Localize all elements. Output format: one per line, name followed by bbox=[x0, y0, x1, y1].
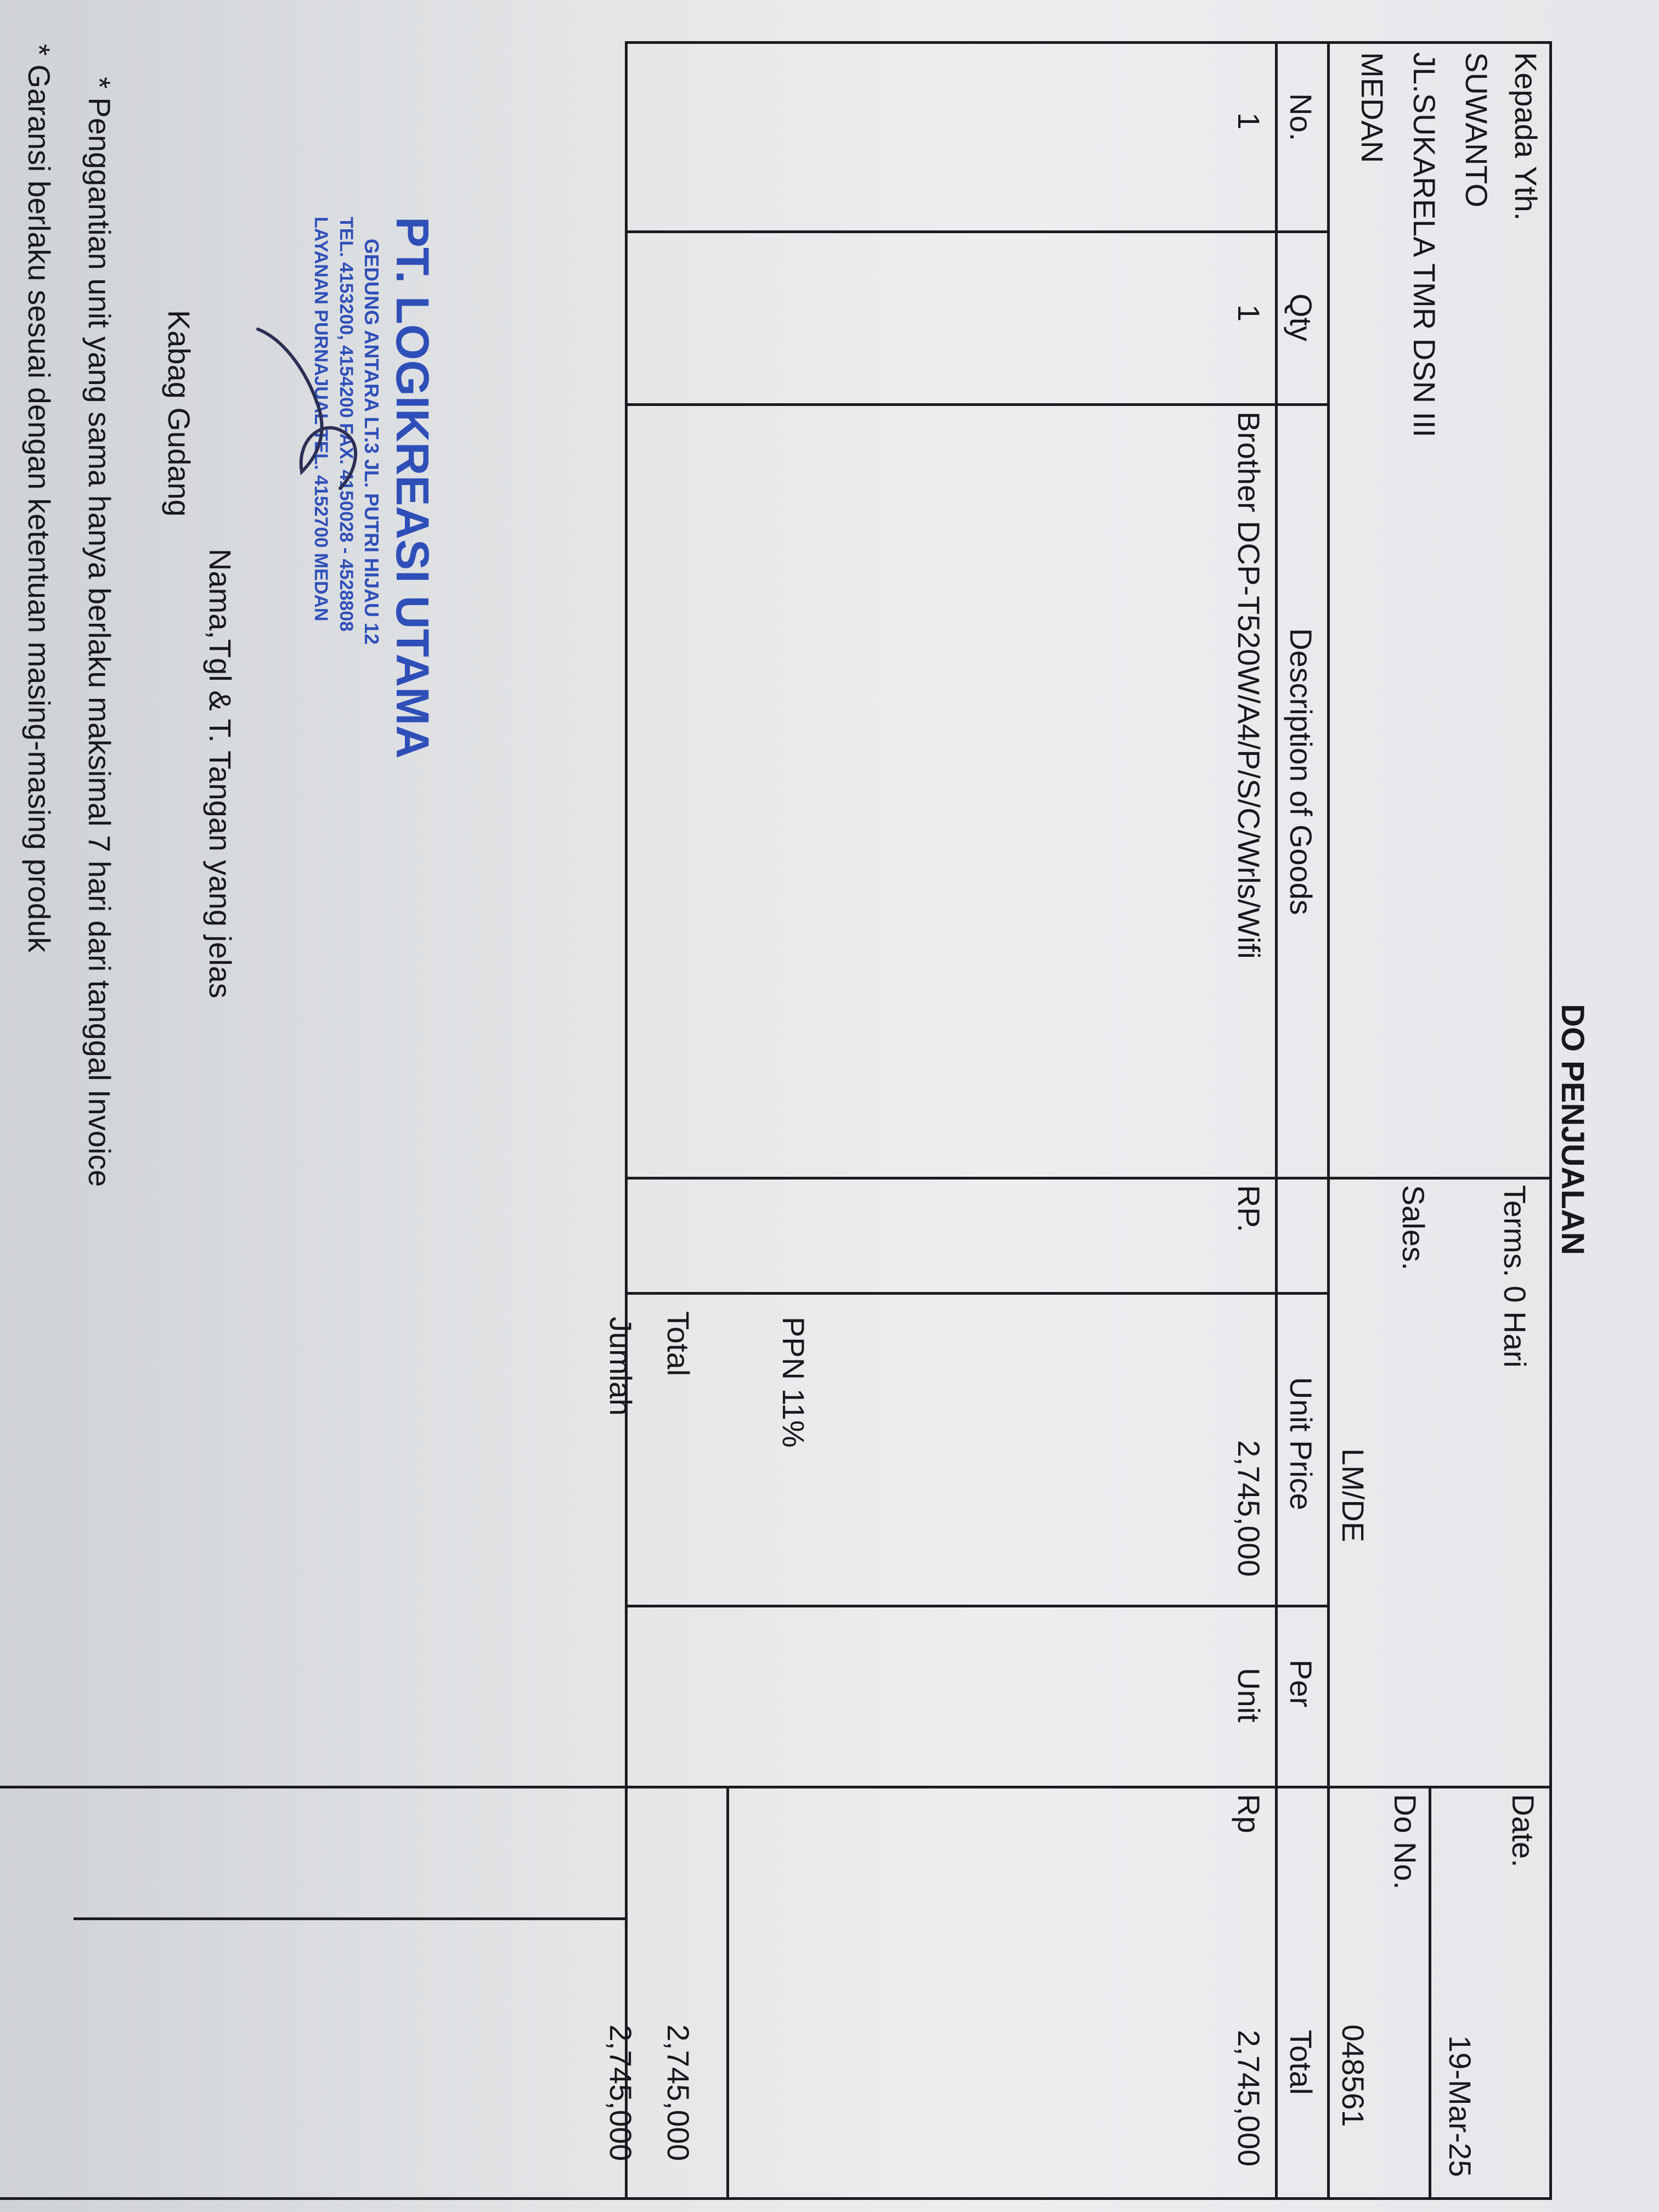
row-1-total: 2,745,000 bbox=[1232, 2030, 1266, 2167]
row-1-no: 1 bbox=[1232, 112, 1266, 130]
date-value: 19-Mar-25 bbox=[1443, 2035, 1477, 2177]
row-1-description: Brother DCP-T520W/A4/P/S/C/Wrls/Wifi bbox=[1232, 411, 1266, 959]
terms-text: Terms. 0 Hari bbox=[1498, 1185, 1532, 1368]
sales-code: LM/DE bbox=[1336, 1448, 1370, 1543]
document-title: DO PENJUALAN bbox=[1555, 1004, 1590, 1255]
header-top-border bbox=[1549, 41, 1552, 2197]
right-column-divider bbox=[0, 1786, 1552, 1788]
table-bottom-border bbox=[625, 41, 628, 2197]
table-left-border bbox=[628, 41, 1330, 44]
sales-label: Sales. bbox=[1396, 1185, 1431, 1271]
table-header-top bbox=[1327, 41, 1330, 2197]
summary-total-divider bbox=[726, 1786, 729, 2197]
total-value: 2,745,000 bbox=[661, 2024, 696, 2162]
recipient-name: SUWANTO bbox=[1459, 52, 1494, 208]
stamp-address: GEDUNG ANTARA LT.3 JL. PUTRI HIJAU 12 bbox=[360, 239, 383, 645]
col-divider-no-qty bbox=[628, 230, 1330, 233]
recipient-label: Kepada Yth. bbox=[1509, 52, 1543, 221]
note-1: * Penggantian unit yang sama hanya berlaku maksimal 7 hari dari tanggal Invoice bbox=[82, 77, 117, 1187]
do-number-label: Do No. bbox=[1388, 1794, 1423, 1890]
recipient-city: MEDAN bbox=[1355, 52, 1390, 163]
signature-scribble bbox=[236, 307, 379, 516]
do-number-value: 048561 bbox=[1336, 2024, 1370, 2127]
row-1-total-currency: Rp bbox=[1232, 1794, 1266, 1833]
date-label: Date. bbox=[1506, 1794, 1541, 1867]
date-divider bbox=[1429, 1786, 1431, 2197]
summary-inner-divider bbox=[74, 1917, 628, 1920]
note-2: * Garansi berlaku sesuai dengan ketentuan masing-masing produk bbox=[22, 44, 57, 953]
stamp-company-name: PT. LOGIKREASI UTAMA bbox=[387, 217, 438, 759]
jumlah-label: Jumlah bbox=[603, 1317, 638, 1416]
table-header-bottom bbox=[1275, 41, 1278, 2197]
row-1-qty: 1 bbox=[1232, 304, 1266, 322]
row-1-per: Unit bbox=[1232, 1668, 1266, 1723]
stamp-phone: TEL. 4153200, 4154200 FAX. 4150028 - 4528808 bbox=[336, 217, 357, 632]
ppn-label: PPN 11% bbox=[776, 1317, 811, 1448]
outer-right-border bbox=[0, 2197, 1552, 2200]
col-header-qty: Qty bbox=[1284, 294, 1318, 342]
col-header-total: Total bbox=[1284, 2030, 1318, 2095]
col-divider-desc-price bbox=[628, 1177, 1330, 1180]
col-divider-currency bbox=[628, 1292, 1330, 1295]
jumlah-value: 2,745,000 bbox=[603, 2024, 638, 2162]
col-header-unit-price: Unit Price bbox=[1284, 1377, 1318, 1510]
col-header-description: Description of Goods bbox=[1284, 628, 1318, 915]
col-header-no: No. bbox=[1284, 93, 1318, 142]
row-1-unit-price: 2,745,000 bbox=[1232, 1440, 1266, 1577]
recipient-address: JL.SUKARELA TMR DSN III bbox=[1407, 52, 1442, 438]
signature-role: Kabag Gudang bbox=[162, 310, 196, 517]
col-header-per: Per bbox=[1284, 1660, 1318, 1708]
total-label: Total bbox=[661, 1311, 696, 1376]
col-divider-price-per bbox=[628, 1605, 1330, 1607]
col-divider-qty-desc bbox=[628, 403, 1330, 406]
signature-instruction: Nama,Tgl & T. Tangan yang jelas bbox=[203, 549, 238, 998]
stamp-service: LAYANAN PURNAJUAL TEL. 4152700 MEDAN bbox=[311, 217, 331, 622]
row-1-currency: RP. bbox=[1232, 1185, 1266, 1233]
